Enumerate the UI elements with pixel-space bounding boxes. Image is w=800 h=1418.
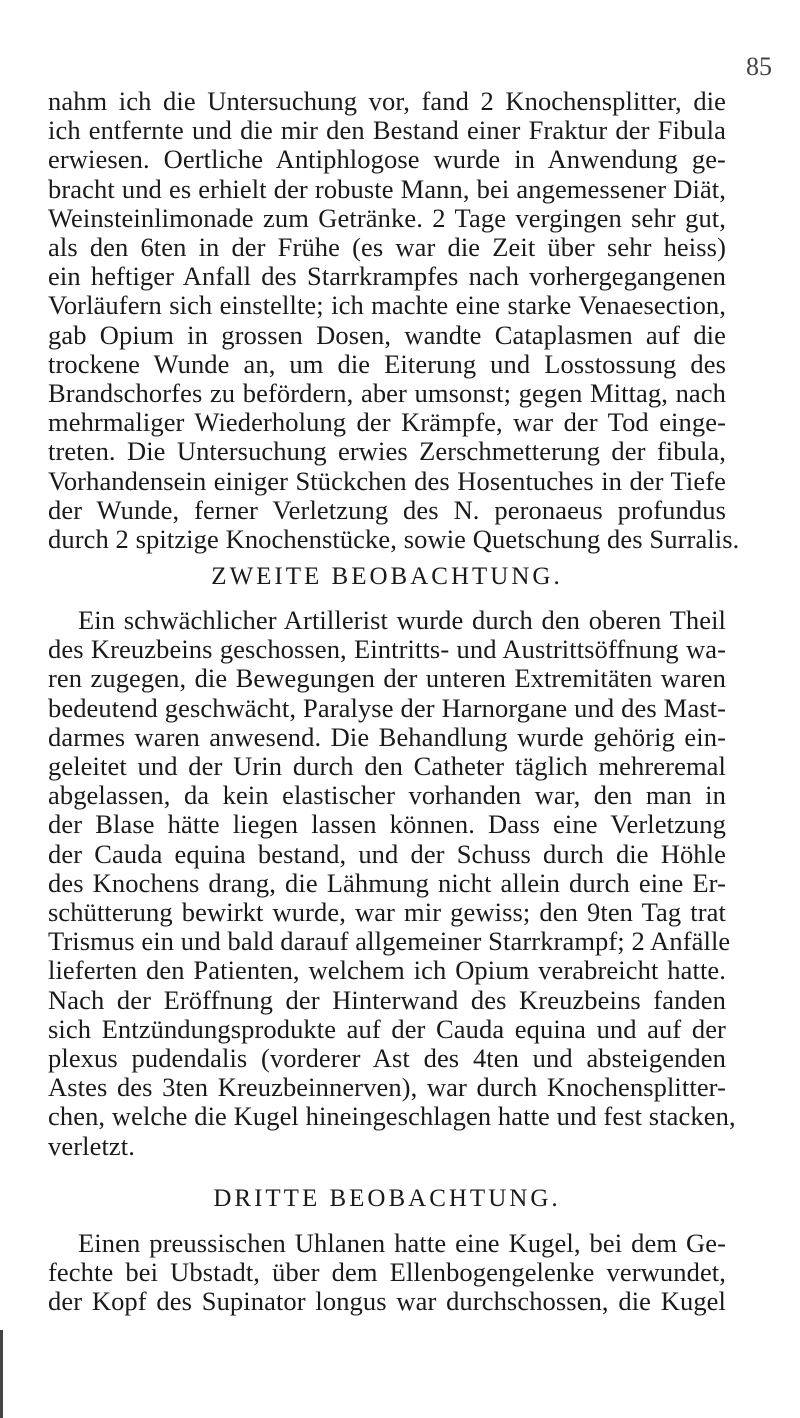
- text-line: Einen preussischen Uhlanen hatte eine Kugel, bei dem Ge-: [78, 1228, 726, 1258]
- paragraph-2: [48, 605, 736, 1161]
- paragraph-1: [48, 86, 740, 555]
- section-heading-dritte: DRITTE BEOBACHTUNG.: [213, 1185, 561, 1212]
- section-heading-zweite: ZWEITE BEOBACHTUNG.: [211, 563, 563, 590]
- text-line: Vorläufern sich einstellte; ich machte eine starke Venaesection,: [48, 290, 726, 321]
- text-line: bedeutend geschwächt, Paralyse der Harnorgane und des Mast-: [48, 692, 726, 723]
- paragraph-3: [48, 1229, 726, 1317]
- text-line: Astes des 3ten Kreuzbeinnerven), war durch Knochensplitter-: [48, 1072, 726, 1103]
- text-line: verletzt.: [48, 1130, 135, 1161]
- page-number: 85: [746, 52, 772, 81]
- text-line: geleitet und der Urin durch den Catheter täglich mehreremal: [48, 751, 726, 782]
- text-line: abgelassen, da kein elastischer vorhanden war, den man in: [48, 780, 726, 811]
- text-line: Vorhandensein einiger Stückchen des Hosentuches in der Tiefe: [48, 465, 726, 496]
- text-line: durch 2 spitzige Knochenstücke, sowie Quetschung des Surralis.: [48, 524, 740, 555]
- text-line: Trismus ein und bald darauf allgemeiner Starrkrampf; 2 Anfälle: [48, 926, 731, 957]
- text-line: der Cauda equina bestand, und der Schuss durch die Höhle: [48, 838, 726, 869]
- text-line: des Knochens drang, die Lähmung nicht allein durch eine Er-: [48, 867, 726, 898]
- text-line: Weinsteinlimonade zum Getränke. 2 Tage vergingen sehr gut,: [48, 202, 726, 233]
- text-line: als den 6ten in der Frühe (es war die Zeit über sehr heiss): [48, 232, 726, 263]
- text-line: Nach der Eröffnung der Hinterwand des Kreuzbeins fanden: [48, 984, 726, 1015]
- text-line: mehrmaliger Wiederholung der Krämpfe, war der Tod einge-: [48, 407, 726, 438]
- text-line: schütterung bewirkt wurde, war mir gewiss; den 9ten Tag trat: [48, 897, 726, 928]
- text-line: bracht und es erhielt der robuste Mann, bei angemessener Diät,: [48, 173, 726, 204]
- text-line: des Kreuzbeins geschossen, Eintritts- und Austrittsöffnung wa-: [48, 634, 726, 665]
- text-line: treten. Die Untersuchung erwies Zerschmetterung der fibula,: [48, 436, 726, 467]
- text-line: ren zugegen, die Bewegungen der unteren Extremitäten waren: [48, 663, 726, 694]
- page-edge-shadow: [0, 1330, 3, 1418]
- text-line: ich entfernte und die mir den Bestand einer Fraktur der Fibula: [48, 115, 726, 146]
- text-line: der Wunde, ferner Verletzung des N. peronaeus profundus: [48, 494, 726, 525]
- text-line: chen, welche die Kugel hineingeschlagen hatte und fest stacken,: [48, 1101, 736, 1132]
- text-line: darmes waren anwesend. Die Behandlung wurde gehörig ein-: [48, 721, 726, 752]
- text-line: fechte bei Ubstadt, über dem Ellenbogengelenke verwundet,: [48, 1257, 726, 1288]
- text-line: lieferten den Patienten, welchem ich Opium verabreicht hatte.: [48, 955, 726, 986]
- text-line: plexus pudendalis (vorderer Ast des 4ten und absteigenden: [48, 1043, 726, 1074]
- text-line: trockene Wunde an, um die Eiterung und Losstossung des: [48, 348, 726, 379]
- text-line: erwiesen. Oertliche Antiphlogose wurde in Anwendung ge-: [48, 144, 726, 175]
- text-line: gab Opium in grossen Dosen, wandte Cataplasmen auf die: [48, 319, 726, 350]
- text-line: ein heftiger Anfall des Starrkrampfes nach vorhergegangenen: [48, 261, 726, 292]
- text-line: der Blase hätte liegen lassen können. Dass eine Verletzung: [48, 809, 726, 840]
- text-line: nahm ich die Untersuchung vor, fand 2 Knochensplitter, die: [48, 86, 726, 116]
- text-line: Ein schwächlicher Artillerist wurde durch den oberen Theil: [78, 605, 726, 635]
- text-line: Brandschorfes zu befördern, aber umsonst; gegen Mittag, nach: [48, 378, 726, 409]
- text-line: der Kopf des Supinator longus war durchschossen, die Kugel: [48, 1286, 726, 1317]
- text-line: sich Entzündungsprodukte auf der Cauda equina und auf der: [48, 1013, 726, 1044]
